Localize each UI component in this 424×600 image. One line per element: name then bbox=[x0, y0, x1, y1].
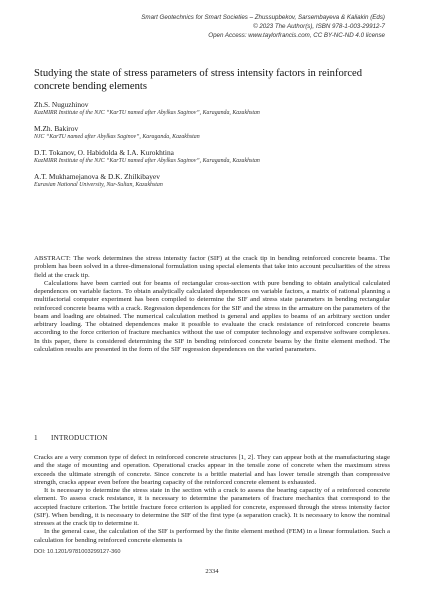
doi-footnote: DOI: 10.1201/9781003299127-360 bbox=[34, 549, 121, 555]
abstract-paragraph: Calculations have been carried out for beams of rectangular cross-section with pure bending to obtain analytical calculated dependences on variable factors. To obtain analytically calculated dependences on variable factors, a matrix of rational planning a multifactorial computer experiment has been compiled to determine the SIF and stress state parameters in bending rectangular reinforced concrete beams with a crack. Regression dependences for the SIF and the stress in the armature on the parameters of the beam and loading are obtained. The numerical calculation method is general and applies to beams of an arbitrary section under arbitrary loading. The obtained dependences make it possible to evaluate the crack resistance of reinforced concrete beams according to the force criterion of fracture mechanics without the use of computer technology and expensive software complexes. In this paper, there is considered determining the SIF in bending reinforced concrete beams by the finite element method. The calculation results are presented in the form of the SIF regression dependences on the varied parameters. bbox=[34, 279, 390, 353]
author-block bbox=[34, 172, 390, 189]
header-line-editors: Smart Geotechnics for Smart Societies – Zhussupbekov, Sarsembayeva & Kaliakin (Eds) bbox=[141, 14, 385, 21]
header-line-license: Open Access: www.taylorfrancis.com, CC BY-NC-ND 4.0 license bbox=[208, 32, 385, 39]
author-block bbox=[34, 100, 390, 117]
body-paragraph: In the general case, the calculation of the SIF is performed by the finite element method (FEM) in a linear formulation. Such a calculation for bending reinforced concrete elements is bbox=[34, 528, 390, 544]
section-number: 1 bbox=[34, 434, 38, 442]
header-line-isbn: © 2023 The Author(s), ISBN 978-1-003-29912-7 bbox=[253, 23, 385, 30]
abstract-paragraph: ABSTRACT: The work determines the stress intensity factor (SIF) at the crack tip in bending reinforced concrete beams. The problem has been solved in a three-dimensional formulation using special elements that take into account peculiarities of the stress field at the crack tip. bbox=[34, 255, 390, 279]
introduction-body bbox=[34, 454, 390, 545]
section-title: INTRODUCTION bbox=[51, 434, 108, 442]
author-name: Zh.S. Nuguzhinov bbox=[34, 100, 89, 109]
author-name: A.T. Mukhamejanova & D.K. Zhilkibayev bbox=[34, 172, 160, 181]
publication-header bbox=[141, 13, 385, 40]
author-list bbox=[34, 100, 390, 196]
page-number: 2334 bbox=[205, 568, 219, 575]
author-affiliation: NJC “KarTU named after Abylkas Saginov”, Karaganda, Kazakhstan bbox=[34, 134, 200, 140]
author-name: D.T. Tokanov, O. Habidolda & I.A. Kurokhtina bbox=[34, 148, 174, 157]
author-block bbox=[34, 124, 390, 141]
body-paragraph: Cracks are a very common type of defect in reinforced concrete structures [1, 2]. They can appear both at the manufacturing stage and the stage of mounting and operation. Operational cracks appear in the tensile zone of concrete when the maximum stress exceeds the ultimate strength of concrete. Since concrete is a brittle material and has lower tensile strength than compressive strength, cracks appear even before the bearing capacity of the reinforced concrete element is exhausted. bbox=[34, 454, 390, 486]
abstract bbox=[34, 255, 390, 354]
author-affiliation: KazMIRR Institute of the NJC “KarTU named after Abylkas Saginov”, Karaganda, Kazakhstan bbox=[34, 158, 260, 164]
author-block bbox=[34, 148, 390, 165]
section-heading bbox=[34, 434, 108, 442]
paper-title: Studying the state of stress parameters of stress intensity factors in reinforced concrete bending elements bbox=[34, 68, 363, 92]
author-affiliation: Eurasian National University, Nur-Sultan, Kazakhstan bbox=[34, 182, 163, 188]
author-name: M.Zh. Bakirov bbox=[34, 124, 79, 133]
author-affiliation: KazMIRR Institute of the NJC “KarTU named after Abylkas Saginov”, Karaganda, Kazakhstan bbox=[34, 110, 260, 116]
body-paragraph: It is necessary to determine the stress state in the section with a crack to assess the bearing capacity of a reinforced concrete element. To assess crack resistance, it is necessary to determine the parameters of fracture mechanics that correspond to the accepted fracture criterion. The brittle fracture force criterion is applied for concrete, expressed through the stress intensity factor (SIF). When bending, it is necessary to determine the SIF of the first type (a separation crack). It is necessary to know the nominal stresses at the crack tip to determine it. bbox=[34, 487, 390, 527]
